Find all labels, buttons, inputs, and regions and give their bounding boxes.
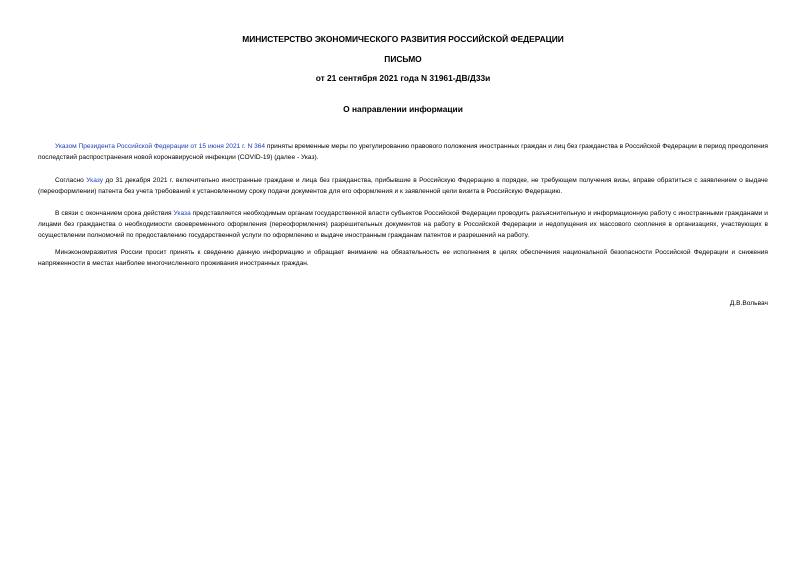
paragraph-decree-expiry [38,208,768,241]
paragraph-ministry-request [38,247,768,269]
document-page [38,0,768,571]
document-subject-heading: О направлении информации [343,104,463,114]
paragraph-text: до 31 декабря 2021 г. включительно иностранные граждане и лица без гражданства, прибывшие в Российскую Федерацию в порядке, не требующем получения визы, вправе обратиться с заявлением о выдаче (переоформлении) патента без учета требований к установленному сроку подачи документов для его оформления и к заявленной цели визита в Российскую Федерацию. [38,177,768,195]
decree-link[interactable]: Указа [173,210,191,217]
paragraph-text: приняты временные меры по урегулированию правового положения иностранных граждан и лиц без гражданства в Российской Федерации в период преодоления последствий распространения новой коронавирусной инфекции (COVID-19) (далее - Указ). [38,143,769,161]
decree-link[interactable]: Указу [86,177,104,184]
paragraph-text: Минэкономразвития России просит принять к сведению данную информацию и обращает внимание на обязательность ее исполнения в целях обеспечения национальной безопасности Российской Федерации и снижения напряженности в местах наиболее многочисленного проживания иностранных граждан. [38,249,768,267]
paragraph-patent-application [38,175,768,197]
document-type-heading: ПИСЬМО [384,54,422,64]
paragraph-text: В связи с окончанием срока действия [55,210,174,217]
paragraph-decree-measures [38,141,768,163]
decree-link[interactable]: Указом Президента Российской Федерации от 15 июня 2021 г. N 364 [55,143,266,150]
organization-heading: МИНИСТЕРСТВО ЭКОНОМИЧЕСКОГО РАЗВИТИЯ РОССИЙСКОЙ ФЕДЕРАЦИИ [242,34,564,44]
document-number-heading: от 21 сентября 2021 года N 31961-ДВ/Д33и [315,73,491,83]
paragraph-text: Согласно [55,177,87,184]
paragraph-text: представляется необходимым органам государственной власти субъектов Российской Федерации проводить разъяснительную и информационную работу с иностранными гражданами и лицами без гражданства о необходимости своевременного оформления (переоформления) разрешительных документов на работу в Российской Федерации и недопущения их массового скопления в организациях, участвующих в осуществлении полномочий по предоставлению государственной услуги по оформлению и выдаче иностранным гражданам патентов и разрешений на работу. [38,210,768,239]
signature: Д.В.Вольвач [729,300,768,307]
